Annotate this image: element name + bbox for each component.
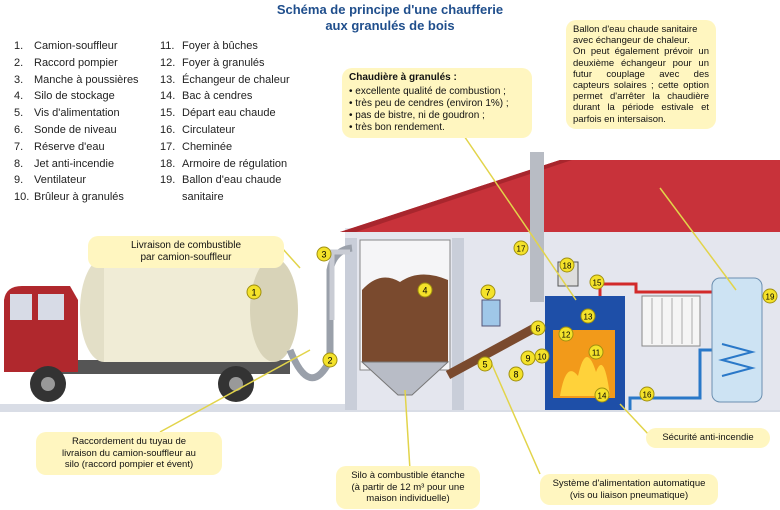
number-marker <box>531 321 545 335</box>
number-marker <box>323 353 337 367</box>
hot-water-tank <box>712 278 762 402</box>
legend-item: 16. Circulateur <box>160 123 236 136</box>
svg-text:13: 13 <box>583 312 593 322</box>
legend-item: 4. Silo de stockage <box>14 90 115 103</box>
number-marker <box>559 327 573 341</box>
cab-window <box>10 294 32 320</box>
callout-livraison-line1: Livraison de combustible <box>130 240 242 251</box>
callout-chaudiere-title: Chaudière à granulés : <box>349 72 457 83</box>
chimney <box>530 152 544 302</box>
list-item: • excellente qualité de combustion ; <box>349 86 525 98</box>
number-marker <box>247 285 261 299</box>
legend-item: sanitaire <box>182 191 224 204</box>
cab-window-2 <box>38 294 64 320</box>
legend-item: 9. Ventilateur <box>14 174 86 187</box>
legend-item: 6. Sonde de niveau <box>14 123 117 136</box>
svg-text:12: 12 <box>561 330 571 340</box>
callout-systeme-line2: (vis ou liaison pneumatique) <box>569 489 689 501</box>
legend-item: 18. Armoire de régulation <box>160 157 288 170</box>
callout-securite-text: Sécurité anti-incendie <box>662 432 754 443</box>
legend-item: 14. Bac à cendres <box>160 90 253 103</box>
number-marker <box>595 388 609 402</box>
legend-item: 13. Échangeur de chaleur <box>160 73 290 86</box>
svg-text:17: 17 <box>516 244 526 254</box>
number-marker <box>521 351 535 365</box>
svg-text:6: 6 <box>535 323 541 334</box>
svg-text:15: 15 <box>592 278 602 288</box>
title-line-1: Schéma de principe d'une chaufferie <box>276 2 504 17</box>
tank-body <box>104 258 274 362</box>
callout-ballon <box>566 20 716 129</box>
callout-systeme-line1: Système d'alimentation automatique <box>552 478 706 489</box>
callout-securite <box>646 428 770 448</box>
number-marker <box>535 349 549 363</box>
tank-end-right <box>250 258 298 362</box>
number-marker <box>589 345 603 359</box>
callout-ballon-text: On peut également prévoir un deuxième échangeur pour un futur couplage avec des capteurs solaires ; cette option permet d'arrêter la chaudière durant la période estivale et parfois en intersaison. <box>573 46 709 125</box>
callout-silo <box>336 466 480 509</box>
list-item: • très bon rendement. <box>349 122 525 134</box>
callout-raccord-line1: Raccordement du tuyau de <box>71 436 187 447</box>
svg-text:19: 19 <box>765 292 775 302</box>
svg-text:3: 3 <box>321 249 327 260</box>
number-marker <box>640 387 654 401</box>
legend-item: 19. Ballon d'eau chaude <box>160 174 282 187</box>
number-marker <box>478 357 492 371</box>
svg-text:14: 14 <box>597 391 607 401</box>
callout-raccordement <box>36 432 222 475</box>
svg-text:4: 4 <box>422 285 428 296</box>
number-marker <box>560 258 574 272</box>
callout-silo-line1: Silo à combustible étanche <box>351 470 465 481</box>
callout-systeme <box>540 474 718 505</box>
legend-item: 17. Cheminée <box>160 140 233 153</box>
legend-item: 1. Camion-souffleur <box>14 40 118 52</box>
roof <box>340 160 780 232</box>
callout-ballon-line2: avec échangeur de chaleur. <box>573 35 690 47</box>
svg-text:9: 9 <box>525 353 531 364</box>
svg-text:11: 11 <box>591 348 601 358</box>
number-marker <box>514 241 528 255</box>
callout-chaudiere <box>342 68 532 138</box>
radiator <box>642 296 700 346</box>
number-marker <box>481 285 495 299</box>
callout-ballon-line1: Ballon d'eau chaude sanitaire <box>573 24 698 35</box>
pellet-pile <box>362 274 448 362</box>
svg-text:18: 18 <box>562 261 572 271</box>
number-marker <box>763 289 777 303</box>
svg-text:1: 1 <box>251 287 257 298</box>
legend-item: 3. Manche à poussières <box>14 73 139 86</box>
number-marker <box>590 275 604 289</box>
svg-text:16: 16 <box>642 390 652 400</box>
callout-raccord-line2: livraison du camion-souffleur au <box>62 447 196 459</box>
legend-item: 8. Jet anti-incendie <box>14 157 115 170</box>
truck-wheel <box>229 377 243 391</box>
legend-item: 15. Départ eau chaude <box>160 107 276 120</box>
callout-silo-line2: (à partir de 12 m³ pour une <box>351 481 465 493</box>
callout-livraison-line2: par camion-souffleur <box>140 252 232 263</box>
water-reserve <box>482 300 500 326</box>
number-marker <box>418 283 432 297</box>
svg-text:7: 7 <box>485 287 491 298</box>
svg-text:8: 8 <box>513 369 519 380</box>
title-line-2: aux granulés de bois <box>325 18 455 33</box>
svg-text:2: 2 <box>327 355 333 366</box>
legend-item: 12. Foyer à granulés <box>160 56 265 69</box>
list-item: • très peu de cendres (environ 1%) ; <box>349 98 525 110</box>
legend-item: 2. Raccord pompier <box>14 56 118 69</box>
silo-wall <box>345 238 357 410</box>
legend-item: 11. Foyer à bûches <box>160 40 258 52</box>
callout-livraison <box>88 236 284 268</box>
number-marker <box>317 247 331 261</box>
legend-item: 5. Vis d'alimentation <box>14 107 120 120</box>
svg-text:5: 5 <box>482 359 488 370</box>
number-marker <box>509 367 523 381</box>
truck-wheel <box>41 377 55 391</box>
callout-raccord-line3: silo (raccord pompier et évent) <box>64 459 194 470</box>
svg-text:10: 10 <box>537 352 547 362</box>
number-marker <box>581 309 595 323</box>
list-item: • pas de bistre, ni de goudron ; <box>349 110 525 122</box>
legend-item: 7. Réserve d'eau <box>14 140 105 153</box>
partition-wall <box>452 238 464 410</box>
callout-chaudiere-list <box>349 86 525 134</box>
callout-silo-line3: maison individuelle) <box>366 493 450 504</box>
legend-item: 10. Brûleur à granulés <box>14 191 124 204</box>
